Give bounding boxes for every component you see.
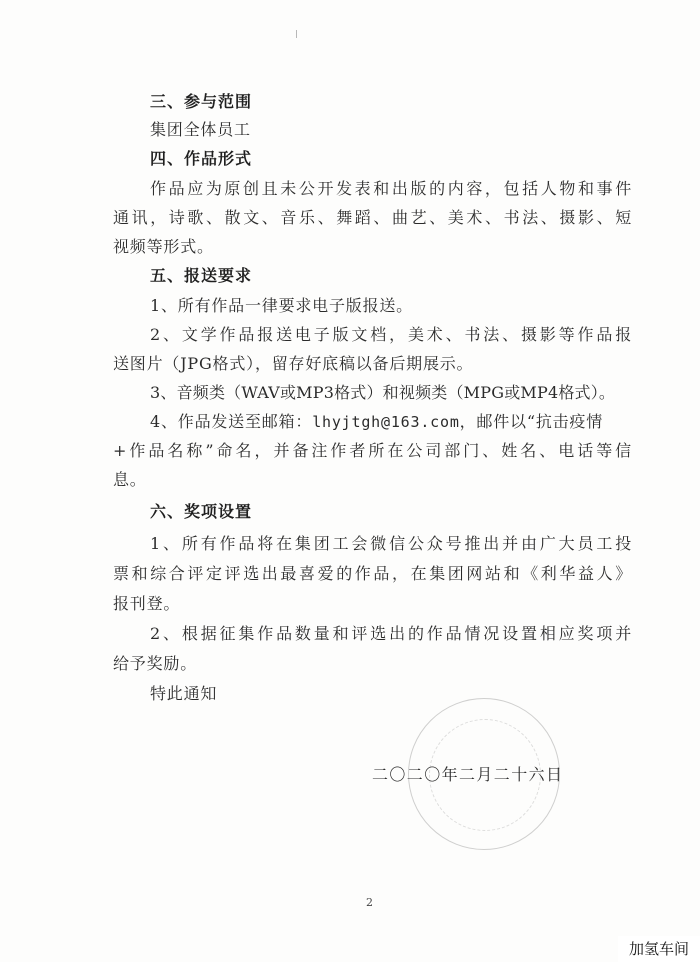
section-5-heading: 五、报送要求 bbox=[150, 266, 253, 285]
section-5-item-3: 3、音频类（WAV或MP3格式）和视频类（MPG或MP4格式）。 bbox=[150, 383, 616, 402]
section-4-line-1: 作品应为原创且未公开发表和出版的内容，包括人物和事件 bbox=[150, 179, 632, 198]
section-6-item-2-line-2: 给予奖励。 bbox=[113, 654, 198, 673]
section-6-item-1-line-1: 1、所有作品将在集团工会微信公众号推出并由广大员工投 bbox=[150, 534, 632, 553]
page-number: 2 bbox=[366, 896, 373, 909]
submission-email: lhyjtgh@163.com bbox=[312, 413, 460, 431]
watermark-label: 加氢车间 bbox=[618, 936, 700, 962]
section-3-heading: 三、参与范围 bbox=[150, 92, 253, 111]
section-5-item-4-line-1 bbox=[150, 412, 603, 432]
section-6-heading: 六、奖项设置 bbox=[150, 502, 253, 521]
section-5-item-2-line-1: 2、文学作品报送电子版文档，美术、书法、摄影等作品报 bbox=[150, 325, 632, 344]
section-5-item-4-prefix: 4、作品发送至邮箱： bbox=[150, 412, 313, 431]
top-mark bbox=[296, 30, 297, 38]
section-5-item-4-line-2: +作品名称”命名，并备注作者所在公司部门、姓名、电话等信 bbox=[113, 441, 632, 460]
issue-date: 二〇二〇年二月二十六日 bbox=[372, 765, 564, 784]
section-4-heading: 四、作品形式 bbox=[150, 149, 253, 168]
section-3-body: 集团全体员工 bbox=[150, 120, 251, 139]
section-5-item-1: 1、所有作品一律要求电子版报送。 bbox=[150, 296, 413, 315]
section-4-line-3: 视频等形式。 bbox=[113, 237, 214, 256]
section-5-item-4-line-3: 息。 bbox=[113, 470, 147, 489]
section-5-item-2-line-2: 送图片（JPG格式），留存好底稿以备后期展示。 bbox=[113, 354, 474, 373]
section-6-item-1-line-3: 报刊登。 bbox=[113, 594, 181, 613]
closing-notice: 特此通知 bbox=[150, 684, 218, 703]
section-6-item-1-line-2: 票和综合评定评选出最喜爱的作品，在集团网站和《利华益人》 bbox=[113, 564, 632, 583]
section-5-item-4-suffix: ，邮件以“抗击疫情 bbox=[459, 412, 604, 431]
section-6-item-2-line-1: 2、根据征集作品数量和评选出的作品情况设置相应奖项并 bbox=[150, 624, 632, 643]
section-4-line-2: 通讯，诗歌、散文、音乐、舞蹈、曲艺、美术、书法、摄影、短 bbox=[113, 208, 632, 227]
